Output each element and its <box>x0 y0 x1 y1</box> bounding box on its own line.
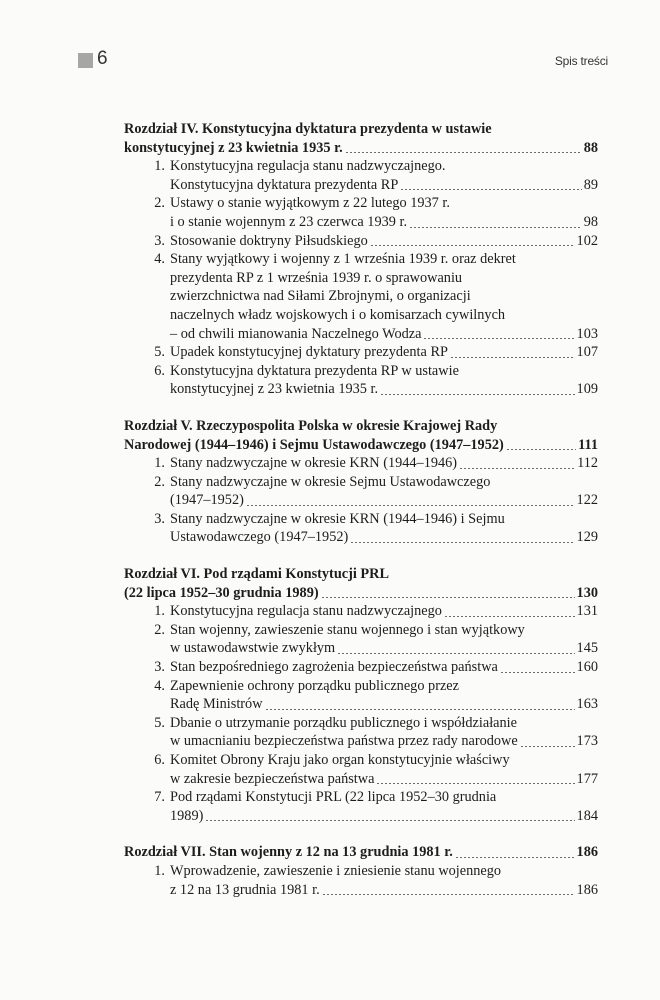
toc-text: 1989) <box>170 807 204 824</box>
dot-leader <box>459 468 575 469</box>
entry-body <box>170 862 598 899</box>
chapter-title-line: Rozdział V. Rzeczypospolita Polska w okresie Krajowej Rady <box>124 417 498 434</box>
dot-leader <box>265 709 575 710</box>
dot-leader <box>500 672 575 673</box>
toc-text: Narodowej (1944–1946) i Sejmu Ustawodawczego (1947–1952) <box>124 436 504 453</box>
entry-line: zwierzchnictwa nad Siłami Zbrojnymi, o organizacji <box>170 288 471 305</box>
page-header <box>78 50 608 74</box>
chapter-title-line: Rozdział IV. Konstytucyjna dyktatura prezydenta w ustawie <box>124 121 492 137</box>
chapter-section <box>124 120 598 399</box>
entry-body <box>170 473 598 510</box>
page-number: 6 <box>97 48 108 69</box>
page-ref: 160 <box>576 659 598 676</box>
entry-line <box>170 732 598 751</box>
toc-text: konstytucyjnej z 23 kwietnia 1935 r. <box>124 139 343 156</box>
entry-line: Ustawy o stanie wyjątkowym z 22 lutego 1937 r. <box>170 195 450 212</box>
page-ref: 103 <box>576 325 598 342</box>
entry-line <box>170 881 598 900</box>
page-ref: 186 <box>576 881 598 898</box>
toc-entry <box>124 714 598 751</box>
toc-entry <box>124 473 598 510</box>
toc-text: (22 lipca 1952–30 grudnia 1989) <box>124 584 319 601</box>
running-title: Spis treści <box>554 54 608 68</box>
entry-line: Konstytucyjna regulacja stanu nadzwyczajnego. <box>170 158 446 175</box>
entry-body <box>170 194 598 231</box>
page-number-marker <box>78 53 93 68</box>
entry-line <box>170 528 598 547</box>
dot-leader <box>345 152 582 153</box>
entry-line <box>170 343 598 362</box>
dot-leader <box>400 189 581 190</box>
entry-line: Zapewnienie ochrony porządku publicznego przez <box>170 677 459 694</box>
table-of-contents <box>124 120 598 899</box>
entry-number: 4. <box>154 251 165 268</box>
chapter-title <box>124 417 598 454</box>
entry-body <box>170 658 598 677</box>
toc-entry <box>124 602 598 621</box>
entry-body <box>170 510 598 547</box>
entry-line: naczelnych władz wojskowych i o komisarzach cywilnych <box>170 306 506 323</box>
chapter-title-line <box>124 436 598 455</box>
chapter-title <box>124 120 598 157</box>
chapter-title-line <box>124 584 598 603</box>
page-ref: 173 <box>576 733 598 750</box>
page-ref: 122 <box>576 492 598 509</box>
entry-line <box>170 325 598 344</box>
page-ref: 111 <box>578 436 598 453</box>
entry-line <box>170 176 598 195</box>
toc-entry <box>124 232 598 251</box>
toc-text: w umacnianiu bezpieczeństwa państwa przez rady narodowe <box>170 733 518 750</box>
page-ref: 107 <box>576 344 598 361</box>
entry-body <box>170 232 598 251</box>
toc-entry <box>124 510 598 547</box>
entry-number: 5. <box>154 344 165 361</box>
toc-text: z 12 na 13 grudnia 1981 r. <box>170 881 320 898</box>
dot-leader <box>205 820 574 821</box>
page-ref: 131 <box>576 603 598 620</box>
dot-leader <box>370 245 575 246</box>
dot-leader <box>423 338 574 339</box>
toc-entry <box>124 250 598 343</box>
dot-leader <box>380 394 574 395</box>
toc-text: w ustawodawstwie zwykłym <box>170 640 336 657</box>
entry-number: 7. <box>154 789 165 806</box>
entry-line: Stan wojenny, zawieszenie stanu wojennego i stan wyjątkowy <box>170 621 525 638</box>
entry-number: 3. <box>154 659 165 676</box>
entry-number: 5. <box>154 714 165 731</box>
entry-number: 6. <box>154 752 165 768</box>
entry-number: 1. <box>154 455 165 472</box>
toc-text: Rozdział VII. Stan wojenny z 12 na 13 grudnia 1981 r. <box>124 844 453 861</box>
entry-body <box>170 157 598 194</box>
entry-line: Stany wyjątkowy i wojenny z 1 września 1939 r. oraz dekret <box>170 251 516 268</box>
entry-line: Stany nadzwyczajne w okresie Sejmu Ustawodawczego <box>170 473 491 490</box>
entry-line <box>170 658 598 677</box>
dot-leader <box>337 653 574 654</box>
toc-text: Konstytucyjna regulacja stanu nadzwyczajnego <box>170 603 442 620</box>
entry-line <box>170 602 598 621</box>
entry-line <box>170 380 598 399</box>
entry-line: prezydenta RP z 1 września 1939 r. o sprawowaniu <box>170 269 463 286</box>
entry-body <box>170 362 598 399</box>
toc-entry <box>124 454 598 473</box>
entry-number: 2. <box>154 473 165 490</box>
toc-text: – od chwili mianowania Naczelnego Wodza <box>170 325 422 342</box>
toc-entry <box>124 862 598 899</box>
entry-line: Komitet Obrony Kraju jako organ konstytucyjnie właściwy <box>170 752 510 768</box>
entry-line <box>170 639 598 658</box>
entry-number: 6. <box>154 362 165 379</box>
entry-line: Wprowadzenie, zawieszenie i zniesienie stanu wojennego <box>170 862 502 879</box>
entry-line <box>170 454 598 473</box>
entry-body <box>170 714 598 751</box>
dot-leader <box>520 746 575 747</box>
entry-number: 2. <box>154 621 165 638</box>
toc-entry <box>124 751 598 788</box>
dot-leader <box>322 894 575 895</box>
dot-leader <box>246 505 575 506</box>
chapter-title <box>124 565 598 602</box>
chapter-title-line <box>124 139 598 158</box>
dot-leader <box>450 357 575 358</box>
chapter-title-line <box>124 843 598 862</box>
entry-line <box>170 695 598 714</box>
entry-line <box>170 491 598 510</box>
toc-text: Upadek konstytucyjnej dyktatury prezydenta RP <box>170 344 448 361</box>
page-ref: 129 <box>576 529 598 546</box>
dot-leader <box>350 542 574 543</box>
entry-body <box>170 788 598 825</box>
page-ref: 184 <box>576 807 598 824</box>
toc-text: Stosowanie doktryny Piłsudskiego <box>170 232 368 249</box>
chapter-title-line: Rozdział VI. Pod rządami Konstytucji PRL <box>124 566 390 583</box>
page-ref: 109 <box>576 381 598 398</box>
entry-line <box>170 807 598 826</box>
page-ref: 102 <box>576 232 598 249</box>
chapter-section <box>124 843 598 899</box>
entry-number: 3. <box>154 232 165 249</box>
toc-entry <box>124 658 598 677</box>
chapter-title <box>124 843 598 862</box>
entry-body <box>170 250 598 343</box>
toc-entry <box>124 362 598 399</box>
entry-line <box>170 213 598 232</box>
page-ref: 98 <box>583 213 598 230</box>
entry-line <box>170 232 598 251</box>
entry-number: 1. <box>154 603 165 620</box>
entry-body <box>170 621 598 658</box>
page-ref: 89 <box>583 176 598 193</box>
page-ref: 130 <box>576 584 598 601</box>
toc-text: (1947–1952) <box>170 492 244 509</box>
page-ref: 177 <box>576 770 598 787</box>
entry-line: Stany nadzwyczajne w okresie KRN (1944–1946) i Sejmu <box>170 510 505 527</box>
dot-leader <box>455 857 575 858</box>
toc-text: Ustawodawczego (1947–1952) <box>170 529 349 546</box>
chapter-section <box>124 417 598 547</box>
dot-leader <box>376 783 574 784</box>
toc-text: Radę Ministrów <box>170 696 263 713</box>
page-ref: 112 <box>577 455 598 472</box>
toc-text: Stany nadzwyczajne w okresie KRN (1944–1946) <box>170 455 458 472</box>
entry-body <box>170 343 598 362</box>
toc-entry <box>124 157 598 194</box>
entry-body <box>170 677 598 714</box>
toc-entry <box>124 621 598 658</box>
dot-leader <box>506 449 576 450</box>
chapter-section <box>124 565 598 825</box>
toc-entry <box>124 194 598 231</box>
entry-number: 1. <box>154 158 165 175</box>
entry-number: 2. <box>154 195 165 212</box>
dot-leader <box>444 616 575 617</box>
toc-text: i o stanie wojennym z 23 czerwca 1939 r. <box>170 213 408 230</box>
page-ref: 88 <box>583 139 598 156</box>
toc-text: w zakresie bezpieczeństwa państwa <box>170 770 375 787</box>
entry-line: Konstytucyjna dyktatura prezydenta RP w ustawie <box>170 362 459 379</box>
entry-body <box>170 454 598 473</box>
entry-line <box>170 770 598 789</box>
entry-body <box>170 602 598 621</box>
entry-number: 1. <box>154 862 165 879</box>
entry-line: Pod rządami Konstytucji PRL (22 lipca 1952–30 grudnia <box>170 789 497 806</box>
dot-leader <box>321 597 575 598</box>
toc-text: Konstytucyjna dyktatura prezydenta RP <box>170 176 399 193</box>
page-ref: 145 <box>576 640 598 657</box>
entry-line: Dbanie o utrzymanie porządku publicznego i współdziałanie <box>170 714 517 731</box>
entry-number: 3. <box>154 510 165 527</box>
page-ref: 163 <box>576 696 598 713</box>
page-ref: 186 <box>576 844 598 861</box>
toc-text: Stan bezpośredniego zagrożenia bezpieczeństwa państwa <box>170 659 498 676</box>
toc-entry <box>124 677 598 714</box>
toc-text: konstytucyjnej z 23 kwietnia 1935 r. <box>170 381 379 398</box>
entry-body <box>170 751 598 788</box>
toc-entry <box>124 343 598 362</box>
toc-entry <box>124 788 598 825</box>
dot-leader <box>409 227 582 228</box>
entry-number: 4. <box>154 677 165 694</box>
